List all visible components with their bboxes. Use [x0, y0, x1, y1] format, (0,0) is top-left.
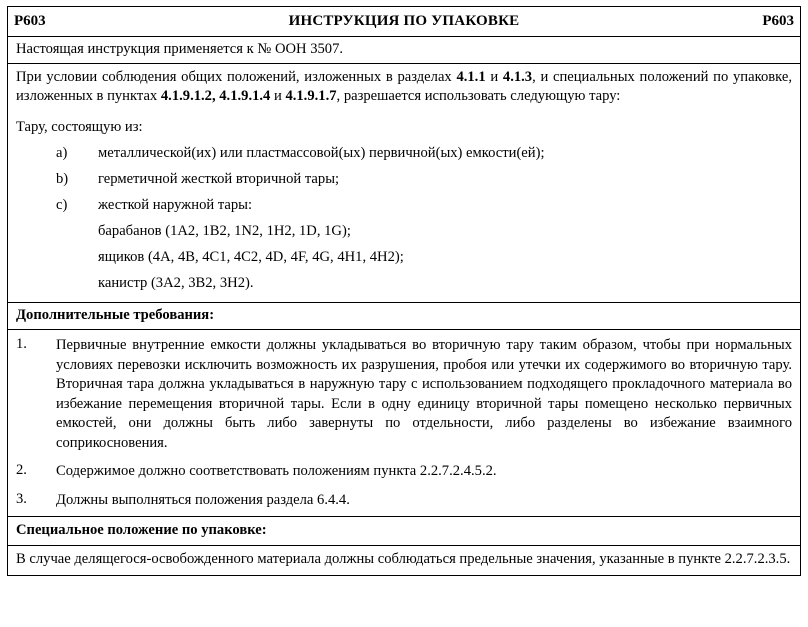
packaging-item-text: герметичной жесткой вторичной тары; [98, 170, 340, 187]
outer-type-jerricans: канистр (3A2, 3B2, 3H2). [98, 274, 254, 291]
additional-heading: Дополнительные требования: [16, 307, 215, 323]
applies-row [8, 37, 800, 64]
packaging-item-marker: a) [56, 144, 68, 161]
instruction-title: ИНСТРУКЦИЯ ПО УПАКОВКЕ [288, 13, 520, 29]
requirement-number: 3. [16, 490, 27, 507]
outer-type-drums: барабанов (1A2, 1B2, 1N2, 1H2, 1D, 1G); [98, 222, 351, 239]
special-provision-row [8, 546, 800, 575]
requirement-number: 1. [16, 336, 27, 352]
conditions-row [8, 64, 800, 303]
packaging-intro: Тару, состоящую из: [16, 118, 143, 135]
instruction-code-left: P603 [14, 13, 46, 29]
special-heading: Специальное положение по упаковке: [16, 522, 267, 538]
additional-heading-row [8, 303, 800, 330]
special-heading-row [8, 517, 800, 546]
instruction-code-right: P603 [762, 13, 794, 29]
conditions-text: При условии соблюдения общих положений, изложенных в разделах 4.1.1 и 4.1.3, и специальных положений по упаковке, изложенных в пунктах 4.1.9.1.2, 4.1.9.1.4 и 4.1.9.1.7, разрешается использовать следующую тару: [16, 69, 792, 104]
packing-instruction-table [7, 6, 801, 576]
packaging-item-marker: b) [56, 170, 69, 187]
packaging-item [16, 166, 792, 192]
requirement-item [16, 491, 792, 511]
outer-type-boxes: ящиков (4A, 4B, 4C1, 4C2, 4D, 4F, 4G, 4H1, 4H2); [98, 248, 404, 265]
ref-4-1-1: 4.1.1 [456, 69, 486, 85]
requirement-text: Содержимое должно соответствовать положениям пункта 2.2.7.2.4.5.2. [56, 463, 497, 479]
requirement-text: Должны выполняться положения раздела 6.4.4. [56, 491, 350, 508]
ref-4-1-9-1-7: 4.1.9.1.7 [285, 88, 337, 104]
applies-text: Настоящая инструкция применяется к № ООН 3507. [16, 41, 344, 57]
instruction-header [8, 7, 800, 37]
packaging-item-text: жесткой наружной тары: [98, 196, 253, 213]
ref-4-1-3: 4.1.3 [502, 69, 533, 85]
requirement-item [16, 336, 792, 453]
requirement-number: 2. [16, 462, 27, 478]
packaging-item-text: металлической(их) или пластмассовой(ых) первичной(ых) емкости(ей); [98, 144, 545, 161]
ref-4-1-9-1-2-4: 4.1.9.1.2, 4.1.9.1.4 [160, 88, 271, 104]
additional-requirements [8, 330, 800, 517]
requirement-item [16, 462, 792, 482]
special-provision-text: В случае делящегося-освобожденного материала должны соблюдаться предельные значения, указанные в пункте 2.2.7.2.3.5. [16, 551, 791, 567]
packaging-item [16, 140, 792, 166]
packaging-item-marker: c) [56, 196, 68, 213]
packaging-item [16, 192, 792, 218]
requirement-text: Первичные внутренние емкости должны укладываться во вторичную тару таким образом, чтобы при нормальных условиях перевозки исключить возможность их разрушения, пробоя или утечки их содержимого во вторичную тару. Вторичная тара должна укладываться в наружную тару с использованием подходящего прокладочного материала во избежание перемещения вторичной тары. Если в одну единицу вторичной тары помещено несколько первичных емкостей, они должны быть либо завернуты по отдельности, либо разделены во избежание взаимного соприкосновения. [56, 337, 792, 451]
